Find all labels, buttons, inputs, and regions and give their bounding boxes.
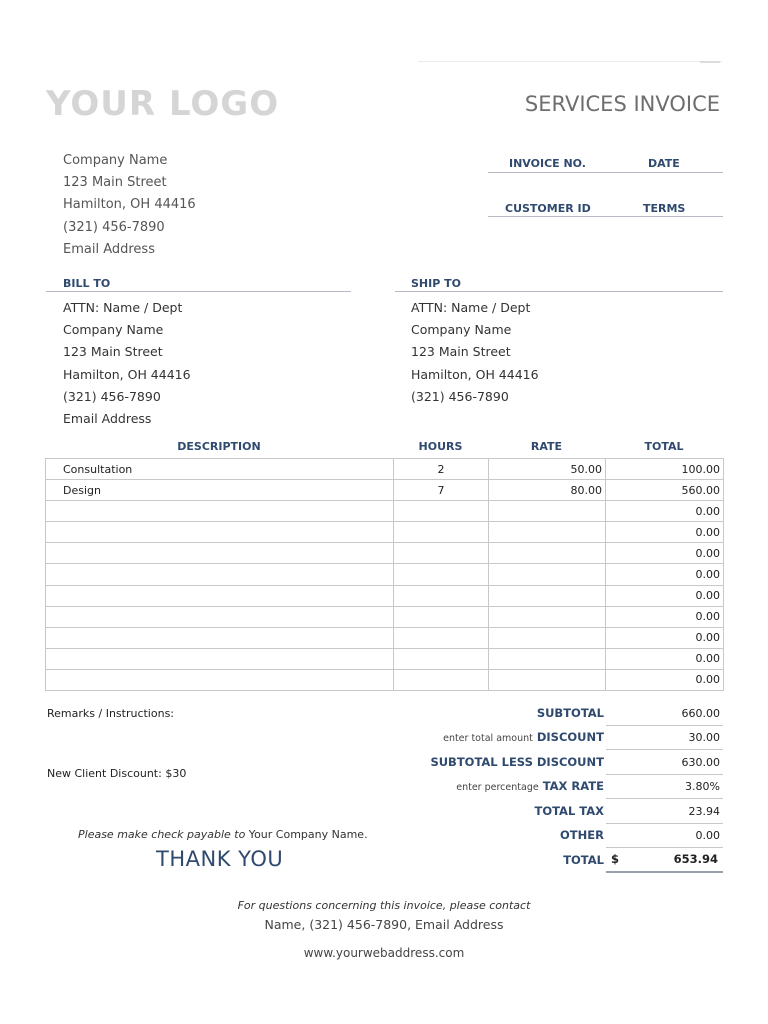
col-header-hours: HOURS bbox=[418, 440, 463, 453]
cell-rate[interactable] bbox=[489, 564, 606, 585]
cell-hours[interactable]: 2 bbox=[394, 459, 489, 480]
cell-hours[interactable] bbox=[394, 501, 489, 522]
cell-hours[interactable] bbox=[394, 522, 489, 543]
terms-label: TERMS bbox=[643, 202, 686, 215]
total-tax-label: TOTAL TAX bbox=[534, 804, 604, 818]
remarks-label: Remarks / Instructions: bbox=[47, 707, 175, 720]
cell-hours[interactable] bbox=[394, 564, 489, 585]
cell-hours[interactable] bbox=[394, 627, 489, 648]
company-line: 123 Main Street bbox=[63, 175, 167, 191]
table-row[interactable] bbox=[46, 480, 724, 501]
summary-divider bbox=[606, 725, 723, 726]
subtotal-less-discount-label: SUBTOTAL LESS DISCOUNT bbox=[430, 755, 604, 769]
cell-hours[interactable] bbox=[394, 543, 489, 564]
cell-description[interactable] bbox=[46, 627, 394, 648]
footer-question: For questions concerning this invoice, please contact bbox=[237, 899, 531, 912]
bill-to-line: Email Address bbox=[63, 411, 152, 427]
cell-hours[interactable] bbox=[394, 669, 489, 690]
cell-description[interactable] bbox=[46, 585, 394, 606]
ship-to-divider bbox=[395, 291, 723, 292]
logo-placeholder: YOUR LOGO bbox=[46, 84, 280, 124]
summary-divider bbox=[606, 749, 723, 750]
cell-rate[interactable]: 80.00 bbox=[489, 480, 606, 501]
cell-total: 0.00 bbox=[606, 543, 724, 564]
cell-total: 0.00 bbox=[606, 627, 724, 648]
discount-hint: enter total amount bbox=[443, 733, 533, 744]
payable-prefix: Please make check payable to bbox=[78, 828, 246, 841]
invoice-title: SERVICES INVOICE bbox=[524, 92, 720, 116]
invoice-no-label: INVOICE NO. bbox=[509, 157, 586, 170]
discount-note[interactable]: New Client Discount: $30 bbox=[47, 767, 187, 780]
cell-rate[interactable] bbox=[489, 606, 606, 627]
subtotal-less-discount-value: 630.00 bbox=[681, 756, 720, 769]
col-header-description: DESCRIPTION bbox=[177, 440, 261, 453]
cell-hours[interactable] bbox=[394, 606, 489, 627]
company-line: Email Address bbox=[63, 241, 155, 257]
total-label: TOTAL bbox=[563, 853, 604, 867]
bill-to-line: (321) 456-7890 bbox=[63, 388, 161, 404]
summary-divider bbox=[606, 847, 723, 848]
summary-divider bbox=[606, 823, 723, 824]
bill-to-divider bbox=[46, 291, 351, 292]
subtotal-label: SUBTOTAL bbox=[536, 706, 604, 720]
cell-description[interactable] bbox=[46, 669, 394, 690]
bill-to-line: Company Name bbox=[63, 322, 164, 338]
currency-symbol: $ bbox=[611, 852, 620, 866]
cell-description[interactable] bbox=[46, 648, 394, 669]
cell-description[interactable] bbox=[46, 522, 394, 543]
table-row[interactable] bbox=[46, 459, 724, 480]
cell-total: 0.00 bbox=[606, 606, 724, 627]
cell-total: 100.00 bbox=[606, 459, 724, 480]
cell-total: 0.00 bbox=[606, 669, 724, 690]
cell-rate[interactable] bbox=[489, 627, 606, 648]
tax-rate-hint: enter percentage bbox=[456, 782, 539, 793]
company-address bbox=[63, 150, 196, 261]
table-row[interactable] bbox=[46, 648, 724, 669]
bill-to-line: 123 Main Street bbox=[63, 344, 163, 360]
cell-rate[interactable] bbox=[489, 543, 606, 564]
discount-label: DISCOUNT bbox=[536, 730, 604, 744]
total-value: 653.94 bbox=[673, 852, 718, 866]
col-header-rate: RATE bbox=[530, 440, 563, 453]
table-row[interactable] bbox=[46, 564, 724, 585]
table-row[interactable] bbox=[46, 543, 724, 564]
thank-you-text: THANK YOU bbox=[156, 847, 284, 871]
ship-to-line: Hamilton, OH 44416 bbox=[411, 366, 539, 382]
ship-to-line: 123 Main Street bbox=[411, 344, 511, 360]
footer-website[interactable]: www.yourwebaddress.com bbox=[303, 946, 465, 960]
cell-hours[interactable] bbox=[394, 585, 489, 606]
subtotal-value: 660.00 bbox=[681, 707, 720, 720]
meta-divider bbox=[488, 172, 723, 173]
cell-description[interactable]: Consultation bbox=[46, 459, 394, 480]
cell-total: 0.00 bbox=[606, 585, 724, 606]
cell-total: 560.00 bbox=[606, 480, 724, 501]
col-header-total: TOTAL bbox=[644, 440, 684, 453]
customer-id-label: CUSTOMER ID bbox=[505, 202, 591, 215]
bill-to-label: BILL TO bbox=[63, 277, 111, 290]
discount-value[interactable]: 30.00 bbox=[688, 731, 720, 744]
cell-description[interactable] bbox=[46, 606, 394, 627]
tax-rate-value[interactable]: 3.80% bbox=[685, 780, 720, 793]
top-decorative-line bbox=[418, 61, 722, 62]
payable-name: Your Company Name. bbox=[245, 828, 368, 841]
cell-total: 0.00 bbox=[606, 522, 724, 543]
discount-label-group bbox=[443, 730, 604, 744]
cell-total: 0.00 bbox=[606, 501, 724, 522]
company-line: Company Name bbox=[63, 153, 168, 168]
ship-to-line: Company Name bbox=[411, 322, 512, 338]
tax-rate-label-group bbox=[456, 779, 604, 793]
table-row[interactable] bbox=[46, 585, 724, 606]
total-underline bbox=[606, 871, 723, 873]
other-label: OTHER bbox=[560, 828, 604, 842]
table-row[interactable] bbox=[46, 669, 724, 690]
line-items-table bbox=[45, 458, 724, 691]
other-value[interactable]: 0.00 bbox=[695, 829, 720, 842]
cell-description[interactable] bbox=[46, 564, 394, 585]
cell-hours[interactable]: 7 bbox=[394, 480, 489, 501]
tax-rate-label: TAX RATE bbox=[542, 779, 604, 793]
bill-to-address bbox=[63, 297, 191, 430]
cell-rate[interactable] bbox=[489, 585, 606, 606]
cell-description[interactable] bbox=[46, 543, 394, 564]
total-tax-value: 23.94 bbox=[688, 805, 720, 818]
summary-divider bbox=[606, 774, 723, 775]
date-label: DATE bbox=[648, 157, 680, 170]
summary-divider bbox=[606, 798, 723, 799]
ship-to-label: SHIP TO bbox=[411, 277, 461, 290]
cell-rate[interactable] bbox=[489, 522, 606, 543]
cell-description[interactable] bbox=[46, 501, 394, 522]
cell-rate[interactable] bbox=[489, 501, 606, 522]
table-row[interactable] bbox=[46, 501, 724, 522]
cell-rate[interactable] bbox=[489, 648, 606, 669]
cell-hours[interactable] bbox=[394, 648, 489, 669]
company-line: (321) 456-7890 bbox=[63, 219, 165, 235]
cell-total: 0.00 bbox=[606, 648, 724, 669]
bill-to-line: ATTN: Name / Dept bbox=[63, 300, 183, 315]
bill-to-line: Hamilton, OH 44416 bbox=[63, 366, 191, 382]
ship-to-line: ATTN: Name / Dept bbox=[411, 300, 531, 315]
ship-to-address bbox=[411, 297, 539, 408]
company-line: Hamilton, OH 44416 bbox=[63, 197, 196, 213]
cell-rate[interactable] bbox=[489, 669, 606, 690]
table-row[interactable] bbox=[46, 522, 724, 543]
meta-divider bbox=[488, 216, 723, 217]
top-decorative-accent bbox=[700, 61, 720, 63]
payable-note bbox=[78, 828, 368, 841]
table-row[interactable] bbox=[46, 606, 724, 627]
footer-contact: Name, (321) 456-7890, Email Address bbox=[264, 917, 504, 932]
ship-to-line: (321) 456-7890 bbox=[411, 388, 509, 404]
cell-rate[interactable]: 50.00 bbox=[489, 459, 606, 480]
table-row[interactable] bbox=[46, 627, 724, 648]
cell-description[interactable]: Design bbox=[46, 480, 394, 501]
cell-total: 0.00 bbox=[606, 564, 724, 585]
